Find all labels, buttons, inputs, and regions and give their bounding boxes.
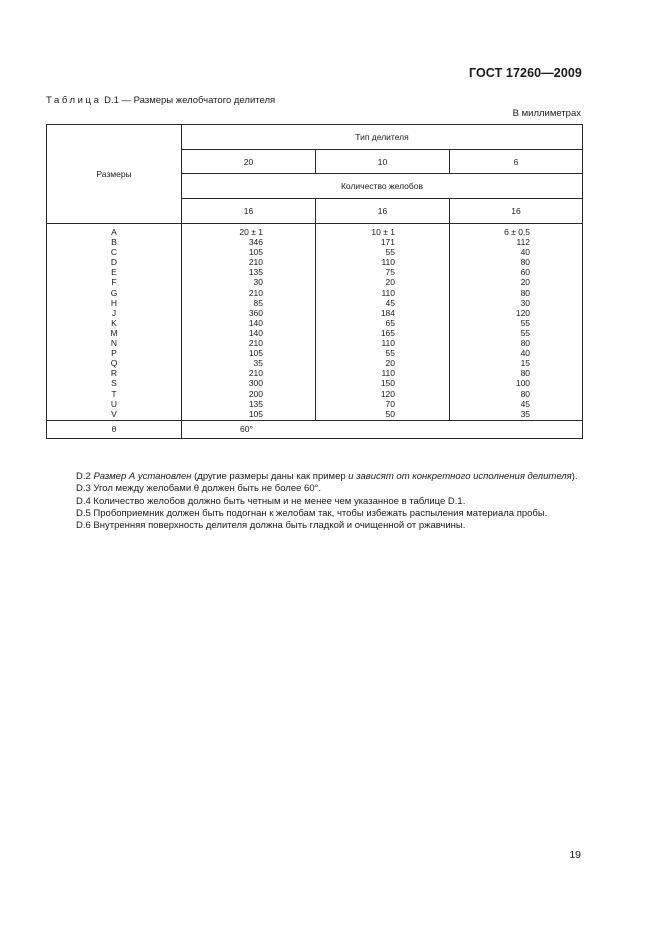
table-cell-value: 10 ± 1 [371, 227, 395, 237]
table-cell-value: 135 [248, 398, 263, 409]
table-cell-value: 80 [520, 287, 531, 298]
table-cell-value: Q [110, 358, 118, 369]
dimension-labels-cell [47, 224, 182, 421]
table-cell-value: R [110, 368, 118, 379]
table-cell-value: 80 [520, 388, 531, 399]
caption-title: D.1 — Размеры желобчатого делителя [101, 95, 276, 106]
table-cell-value: 110 [381, 287, 395, 298]
caption-prefix: Таблица [46, 95, 102, 106]
table-cell-value: H [110, 297, 118, 308]
table-cell-value: 35 [520, 408, 531, 419]
gutters-count-10: 16 [316, 199, 450, 224]
note-d5: D.5 Пробоприемник должен быть подогнан к желобам так, чтобы избежать распыления материала пробы. [76, 507, 548, 519]
table-cell-value: J [111, 307, 117, 318]
table-cell-value: 45 [385, 297, 395, 308]
table-cell-value: 210 [248, 257, 263, 268]
divider-type-header: Тип делителя [182, 125, 583, 150]
table-cell-value: 105 [248, 247, 263, 258]
row-header-dimensions: Размеры [47, 125, 182, 224]
table-cell-value: 105 [248, 408, 263, 419]
note-d3: D.3 Угол между желобами θ должен быть не более 60°. [76, 483, 322, 495]
table-cell-value: 55 [520, 327, 531, 338]
table-cell-value: 135 [248, 267, 263, 278]
theta-value: 60° [182, 420, 583, 438]
note-d2-text: (другие размеры даны как пример [191, 471, 349, 482]
table-cell-value: 35 [253, 358, 263, 369]
page-number: 19 [569, 849, 581, 861]
type-20-header: 20 [182, 150, 316, 174]
table-cell-value: 200 [248, 388, 263, 399]
table-cell-value: 120 [380, 388, 395, 399]
dimension-labels [47, 227, 181, 419]
table-cell-value: 55 [385, 247, 395, 258]
type-10-values-cell [316, 224, 450, 421]
table-cell-value: 100 [515, 378, 531, 389]
table-cell-value: 300 [248, 378, 263, 389]
table-cell-value: 165 [380, 327, 395, 338]
table-cell-value: 346 [248, 237, 263, 248]
table-caption [46, 95, 275, 106]
dimensions-table [46, 124, 583, 439]
table-cell-value: T [111, 388, 117, 399]
table-cell-value: 55 [385, 348, 395, 359]
notes-block [46, 471, 582, 532]
type-10-header: 10 [316, 150, 450, 174]
table-cell-value: E [111, 267, 117, 278]
table-cell-value: 171 [380, 237, 395, 248]
table-cell-value: 20 [385, 358, 395, 369]
note-d2-emphasis-2: и зависят от конкретного исполнения делителя [348, 471, 572, 482]
table-cell-value: B [111, 237, 117, 248]
type-6-values-cell [450, 224, 583, 421]
table-cell-value: M [110, 327, 118, 338]
table-cell-value: 210 [248, 287, 263, 298]
table-cell-value: 120 [515, 307, 531, 318]
table-cell-value: 360 [248, 307, 263, 318]
gutters-count-6: 16 [450, 199, 583, 224]
table-cell-value: 110 [381, 338, 395, 349]
theta-symbol: θ [47, 420, 182, 438]
table-cell-value: 6 ± 0,5 [504, 227, 531, 237]
table-cell-value: F [111, 277, 117, 288]
table-cell-value: 55 [520, 317, 531, 328]
table-cell-value: D [110, 257, 118, 268]
table-cell-value: 45 [520, 398, 531, 409]
table-cell-value: S [111, 378, 117, 389]
table-cell-value: 80 [520, 368, 531, 379]
type-10-values [316, 227, 449, 419]
note-d2 [46, 471, 582, 483]
table-cell-value: K [111, 317, 117, 328]
table-cell-value: 20 [385, 277, 395, 288]
table-cell-value: 110 [381, 257, 395, 268]
table-cell-value: 150 [380, 378, 395, 389]
table-cell-value: 85 [253, 297, 263, 308]
type-6-header: 6 [450, 150, 583, 174]
table-cell-value: 210 [248, 338, 263, 349]
table-cell-value: 110 [381, 368, 395, 379]
type-20-values-cell [182, 224, 316, 421]
table-cell-value: 105 [248, 348, 263, 359]
table-cell-value: P [111, 348, 117, 359]
table-cell-value: 20 [520, 277, 531, 288]
table-cell-value: 140 [248, 327, 263, 338]
table-cell-value: 60 [520, 267, 531, 278]
table-cell-value: 15 [520, 358, 531, 369]
table-cell-value: 30 [520, 297, 531, 308]
table-cell-value: 210 [248, 368, 263, 379]
gutters-count-20: 16 [182, 199, 316, 224]
table-cell-value: 70 [385, 398, 395, 409]
table-cell-value: V [111, 408, 117, 419]
table-cell-value: N [110, 338, 118, 349]
note-d6: D.6 Внутренняя поверхность делителя должна быть гладкой и очищенной от ржавчины. [76, 520, 466, 532]
units-note: В миллиметрах [512, 108, 581, 119]
table-cell-value: 30 [253, 277, 263, 288]
table-cell-value: 112 [516, 237, 531, 248]
table-cell-value: 40 [520, 348, 531, 359]
note-d4: D.4 Количество желобов должно быть четным и не менее чем указанное в таблице D.1. [76, 495, 466, 507]
standard-designation: ГОСТ 17260—2009 [468, 66, 582, 80]
type-6-values [450, 227, 582, 419]
table-cell-value: 20 ± 1 [239, 227, 263, 237]
table-cell-value: C [110, 247, 118, 258]
table-cell-value: 75 [385, 267, 395, 278]
note-d2-emphasis: Размер А установлен [93, 471, 192, 482]
dimension-values-row [47, 224, 583, 421]
note-d2-end: ). [571, 471, 578, 482]
table-cell-value: A [111, 227, 117, 237]
table-cell-value: 40 [520, 247, 531, 258]
table-cell-value: 80 [520, 338, 531, 349]
table-cell-value: 140 [248, 317, 263, 328]
table-cell-value: G [110, 287, 118, 298]
table-cell-value: 65 [385, 317, 395, 328]
type-20-values [182, 227, 315, 419]
gutters-count-header: Количество желобов [182, 174, 583, 199]
table-cell-value: 50 [385, 408, 395, 419]
table-cell-value: 80 [520, 257, 531, 268]
note-d2-number: D.2 [76, 471, 94, 482]
table-cell-value: 184 [380, 307, 395, 318]
table-cell-value: U [110, 398, 118, 409]
